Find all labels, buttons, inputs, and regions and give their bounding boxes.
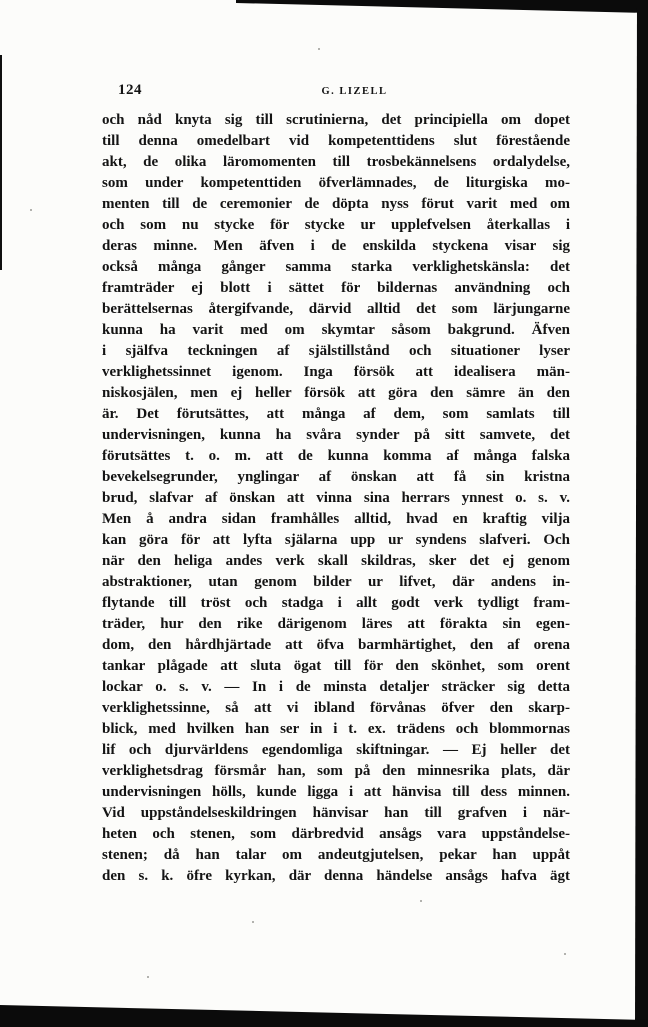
scan-speck xyxy=(318,48,320,50)
scan-speck xyxy=(420,900,422,902)
running-header: G. LIZELL xyxy=(321,86,388,97)
scan-speck xyxy=(147,976,149,978)
text-line: kan göra för att lyfta själarna upp ur syndens slafveri. Och xyxy=(102,532,570,548)
page-number: 124 xyxy=(118,82,142,98)
text-line: och som nu stycke för stycke ur upplefvelsen återkallas i xyxy=(102,217,570,233)
text-line: menten till de ceremonier de döpta nyss förut varit med om xyxy=(102,196,570,212)
text-line: stenen; då han talar om andeutgjutelsen, pekar han uppåt xyxy=(102,847,570,863)
text-line: träder, hur den rike därigenom läres att förakta sin egen- xyxy=(102,616,570,632)
text-line: verklighetssinne, så att vi ibland förvånas öfver den skarp- xyxy=(102,700,570,716)
text-line: bevekelsegrunder, ynglingar af önskan att få sin kristna xyxy=(102,469,570,485)
text-line: kunna ha varit med om skymtar såsom bakgrund. Äfven xyxy=(102,322,570,338)
text-line: lockar o. s. v. — In i de minsta detaljer sträcker sig detta xyxy=(102,679,570,695)
body-text xyxy=(102,110,570,887)
text-line: Men å andra sidan framhålles alltid, hvad en kraftig vilja xyxy=(102,511,570,527)
text-line: brud, slafvar af önskan att vinna sina herrars ynnest o. s. v. xyxy=(102,490,570,506)
text-line: flytande till tröst och stadga i allt godt verk tydligt fram- xyxy=(102,595,570,611)
text-line: lif och djurvärldens egendomliga skiftningar. — Ej heller det xyxy=(102,742,570,758)
text-line: blick, med hvilken han ser in i t. ex. trädens och blommornas xyxy=(102,721,570,737)
text-line: berättelsernas återgifvande, därvid alltid det som lärjungarne xyxy=(102,301,570,317)
scan-edge-right xyxy=(632,0,648,1027)
text-line: förutsättes t. o. m. att de kunna komma af många falska xyxy=(102,448,570,464)
scan-edge-left xyxy=(0,55,2,270)
text-line: abstraktioner, utan genom bilder ur lifvet, där andens in- xyxy=(102,574,570,590)
text-line: den s. k. öfre kyrkan, där denna händelse ansågs hafva ägt xyxy=(102,868,570,884)
scan-speck xyxy=(252,921,254,923)
text-line: tankar plågade att sluta ögat till för den skönhet, som orent xyxy=(102,658,570,674)
scan-speck xyxy=(30,209,32,211)
text-line: framträder ej blott i sättet för bildernas användning och xyxy=(102,280,570,296)
scan-edge-bottom xyxy=(0,1003,648,1027)
text-line: undervisningen hölls, kunde ligga i att hänvisa till dess minnen. xyxy=(102,784,570,800)
text-line: dom, den hårdhjärtade att öfva barmhärtighet, den af orena xyxy=(102,637,570,653)
text-line: i själfva teckningen af själstillstånd och situationer lyser xyxy=(102,343,570,359)
text-line: som under kompetenttiden öfverlämnades, de liturgiska mo- xyxy=(102,175,570,191)
text-line: heten och stenen, som därbredvid ansågs vara uppståndelse- xyxy=(102,826,570,842)
scan-speck xyxy=(564,953,566,955)
text-line: när den heliga andes verk skall skildras, sker det ej genom xyxy=(102,553,570,569)
text-line: Vid uppståndelseskildringen hänvisar han till grafven i när- xyxy=(102,805,570,821)
text-line: deras minne. Men äfven i de enskilda styckena visar sig xyxy=(102,238,570,254)
text-line: verklighetssinnet igenom. Inga försök att idealisera män- xyxy=(102,364,570,380)
text-line: undervisningen, kunna ha svåra synder på sitt samvete, det xyxy=(102,427,570,443)
text-line: akt, de olika läromomenten till trosbekännelsens ordalydelse, xyxy=(102,154,570,170)
text-line: verklighetsdrag försmår han, som på den minnesrika plats, där xyxy=(102,763,570,779)
text-line: niskosjälen, men ej heller försök att göra den sämre än den xyxy=(102,385,570,401)
text-line: och nåd knyta sig till scrutinierna, det principiella om dopet xyxy=(102,112,570,128)
scan-edge-top xyxy=(0,0,648,14)
text-line: till denna omedelbart vid kompetenttidens slut förestående xyxy=(102,133,570,149)
text-line: är. Det förutsättes, att många af dem, som samlats till xyxy=(102,406,570,422)
text-line: också många gånger samma starka verklighetskänsla: det xyxy=(102,259,570,275)
